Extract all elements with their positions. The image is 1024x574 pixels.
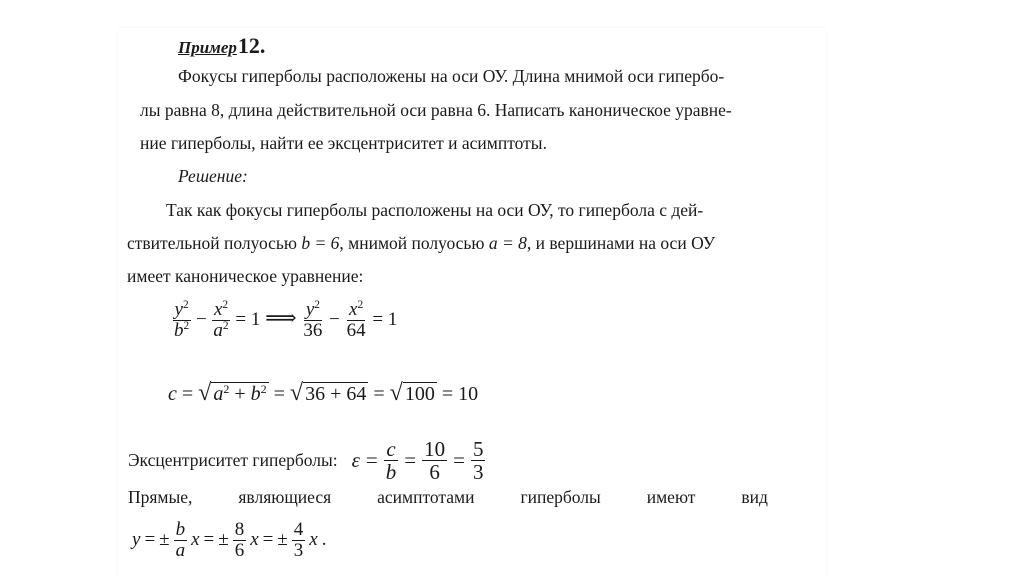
fraction-c-b xyxy=(384,438,399,483)
sqrt-symbol-1: √ xyxy=(198,380,212,406)
eq2-equals-1: = xyxy=(181,383,194,405)
asymptotes-sentence xyxy=(128,487,768,507)
semi-axis-b: b = 6 xyxy=(301,233,340,253)
eq1-y: y xyxy=(174,299,183,320)
example-title-word: Пример xyxy=(178,38,237,57)
ecc-equals-2: = xyxy=(404,448,417,473)
fraction-b-a xyxy=(174,520,188,561)
implies-arrow: ⟹ xyxy=(265,304,297,330)
eccentricity-line xyxy=(128,438,485,483)
focal-distance-equation xyxy=(168,380,478,407)
eccentricity-label: Эксцентриситет гиперболы: xyxy=(128,450,338,471)
problem-line-2: лы равна 8, длина действительной оси равна 6. Написать каноническое уравне- xyxy=(140,100,732,120)
solution-line-2 xyxy=(127,233,715,253)
example-title xyxy=(178,33,266,58)
eq1-a-exp: 2 xyxy=(222,320,229,333)
fraction-x2-64 xyxy=(345,300,368,341)
asym-b: b xyxy=(175,519,186,540)
asym-word-5: имеют xyxy=(646,487,696,507)
eq1-x-2: x xyxy=(349,299,358,320)
example-number: 12. xyxy=(237,33,266,58)
epsilon: ε xyxy=(351,448,360,473)
fraction-y2-b2 xyxy=(172,300,191,341)
eq1-36: 36 xyxy=(303,319,323,341)
eq1-minus-2: − xyxy=(329,308,340,330)
eq1-x: x xyxy=(213,299,223,320)
solution-heading: Решение: xyxy=(178,166,248,186)
asym-word-2: являющиеся xyxy=(238,487,332,507)
fraction-8-6 xyxy=(233,520,247,561)
eq2-a: a xyxy=(213,383,224,405)
asymptote-equation xyxy=(132,520,326,561)
fraction-x2-a2 xyxy=(211,300,230,341)
asym-word-3: асимптотами xyxy=(377,487,475,507)
eq2-result: 10 xyxy=(458,383,479,405)
ecc-6: 6 xyxy=(429,460,440,485)
solution-line-2-part-c: , мнимой полуосью xyxy=(339,233,485,253)
canonical-equation xyxy=(172,300,397,341)
eq1-a: a xyxy=(213,319,223,341)
asym-pm-2: ± xyxy=(218,529,229,551)
asym-pm-1: ± xyxy=(159,529,170,551)
problem-line-3: ние гиперболы, найти ее эксцентриситет и асимптоты. xyxy=(140,133,547,153)
asym-word-4: гиперболы xyxy=(520,487,601,507)
asym-8: 8 xyxy=(234,519,245,540)
asym-word-6: вид xyxy=(741,487,768,507)
ecc-10: 10 xyxy=(424,437,446,461)
eq2-plus: + xyxy=(234,383,246,405)
fraction-y2-36 xyxy=(301,300,324,341)
semi-axis-a: a = 8 xyxy=(488,233,527,253)
solution-line-2-part-a: ствительной полуосью xyxy=(127,233,297,253)
eq1-y-2-exp: 2 xyxy=(314,299,320,312)
fraction-4-3 xyxy=(292,520,306,561)
ecc-b: b xyxy=(385,460,397,485)
sqrt-36-64: 36 + 64 xyxy=(305,383,367,405)
eq2-equals-4: = xyxy=(441,383,454,405)
eq1-equals-one-2: = 1 xyxy=(372,308,398,330)
sqrt-symbol-2: √ xyxy=(289,380,304,406)
sqrt-symbol-3: √ xyxy=(389,380,403,406)
fraction-5-3 xyxy=(471,438,486,483)
solution-line-1: Так как фокусы гиперболы расположены на оси ОУ, то гипербола с дей- xyxy=(166,200,704,220)
eq1-equals-one-1: = 1 xyxy=(235,308,261,330)
problem-line-1: Фокусы гиперболы расположены на оси ОУ. Длина мнимой оси гипербо- xyxy=(178,66,725,86)
ecc-3: 3 xyxy=(472,460,484,485)
eq2-a-exp: 2 xyxy=(223,381,230,396)
eq1-64: 64 xyxy=(346,319,366,341)
solution-line-3: имеет каноническое уравнение: xyxy=(127,266,364,286)
fraction-10-6 xyxy=(422,438,447,483)
ecc-equals-3: = xyxy=(453,448,465,473)
sqrt-100: 100 xyxy=(404,383,435,405)
asym-dot: . xyxy=(321,529,327,551)
eq1-y-2: y xyxy=(305,299,315,320)
eq2-b-exp: 2 xyxy=(260,381,267,396)
eq2-c: c xyxy=(168,383,177,405)
sqrt-a2-b2 xyxy=(211,382,268,405)
eq1-minus-1: − xyxy=(195,308,207,330)
asym-word-1: Прямые, xyxy=(128,487,193,507)
asym-pm-3: ± xyxy=(277,529,288,551)
document-page xyxy=(118,28,826,574)
eq2-equals-3: = xyxy=(373,383,385,405)
asym-y: y xyxy=(132,529,141,551)
asym-x-1: x xyxy=(191,529,200,551)
asym-x-2: x xyxy=(250,529,259,551)
asym-equals-3: = xyxy=(262,529,274,551)
eq2-b: b xyxy=(250,383,261,405)
ecc-equals-1: = xyxy=(365,448,378,473)
eq1-x-exp: 2 xyxy=(222,299,229,312)
eq2-equals-2: = xyxy=(273,383,285,405)
asym-a: a xyxy=(175,539,186,561)
asym-x-3: x xyxy=(309,529,318,551)
eq1-y-exp: 2 xyxy=(182,299,189,312)
solution-line-2-part-e: , и вершинами на оси ОУ xyxy=(526,233,716,253)
eq1-b-exp: 2 xyxy=(183,320,190,333)
asym-4: 4 xyxy=(293,519,304,540)
asym-equals-2: = xyxy=(203,529,215,551)
eq1-x-2-exp: 2 xyxy=(357,299,364,312)
eq1-b: b xyxy=(174,319,184,341)
asym-equals-1: = xyxy=(144,529,156,551)
ecc-5: 5 xyxy=(472,437,484,461)
asym-3: 3 xyxy=(293,539,304,561)
ecc-c: c xyxy=(386,437,396,461)
asym-6: 6 xyxy=(234,539,245,561)
eccentricity-formula xyxy=(352,438,486,483)
